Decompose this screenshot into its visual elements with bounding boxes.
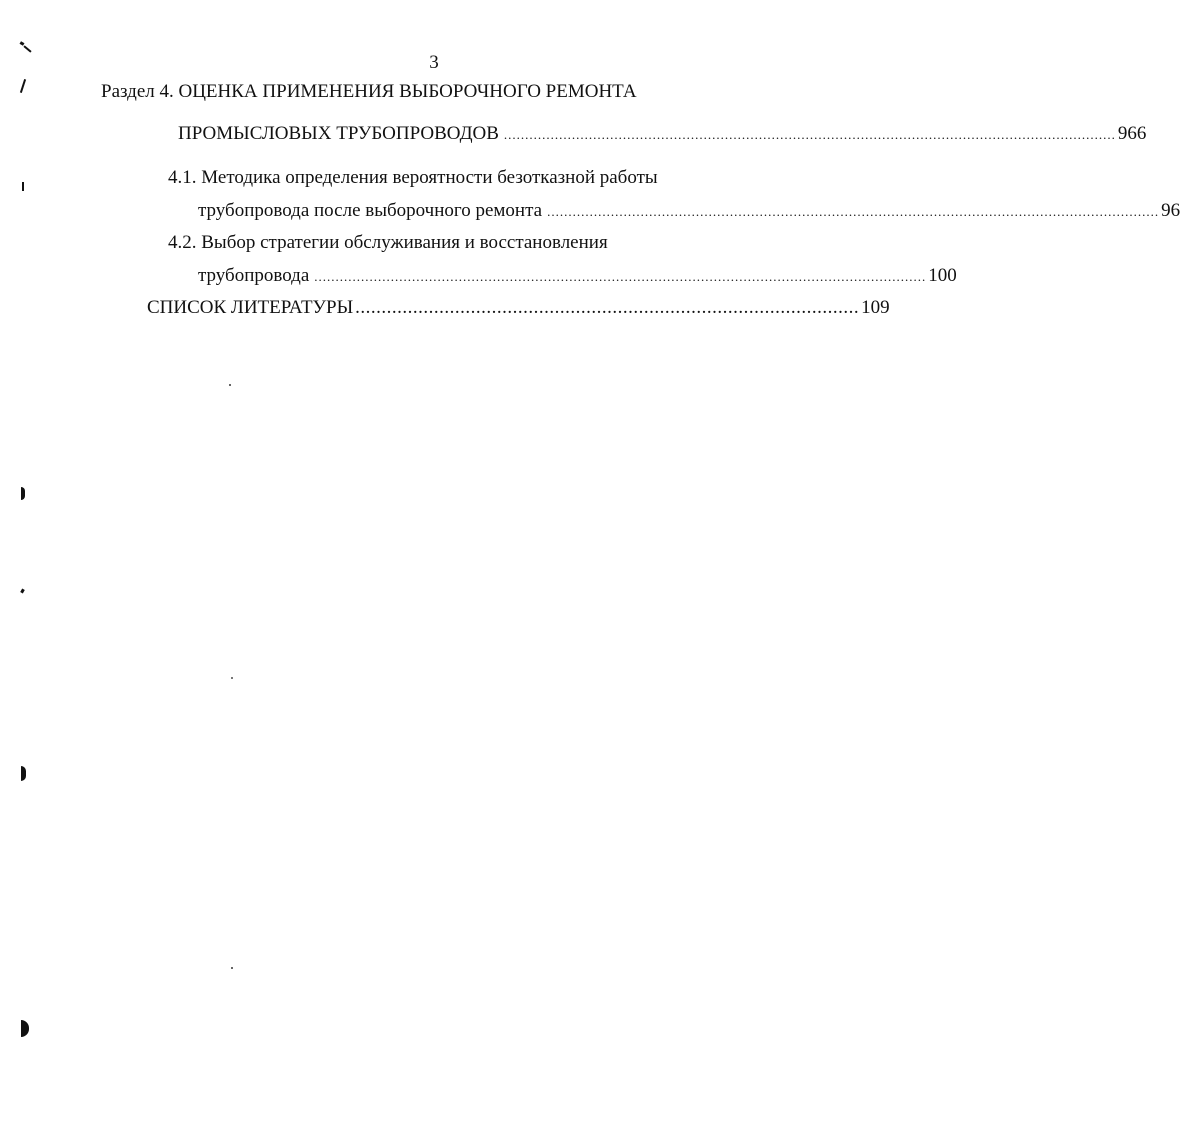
- toc-section-4-entry[interactable]: [178, 122, 1147, 147]
- toc-leader-dots: ................................................................................................: [355, 297, 860, 318]
- toc-leader-dots: ................................................................................................................................................: [314, 269, 927, 284]
- scan-speck: [231, 967, 233, 969]
- scan-speck: [229, 384, 231, 386]
- scan-speck: [231, 677, 233, 679]
- scan-artifact: [20, 79, 26, 93]
- toc-references-title: СПИСОК ЛИТЕРАТУРЫ: [147, 297, 354, 318]
- toc-section-4-title-line2: ПРОМЫСЛОВЫХ ТРУБОПРОВОДОВ: [178, 123, 499, 144]
- toc-leader-dots: ................................................................................................................................................: [503, 127, 1116, 142]
- toc-section-4-page: 966: [1117, 123, 1147, 144]
- scan-artifact: [21, 1020, 29, 1037]
- toc-subsection-4-2-page: 100: [928, 265, 957, 286]
- toc-subsection-4-1-entry[interactable]: [198, 199, 1180, 224]
- page-number: 3: [429, 52, 439, 73]
- toc-subsection-4-1-title-line1: 4.1. Методика определения вероятности безотказной работы: [168, 167, 658, 188]
- scan-artifact: [21, 766, 26, 781]
- scan-artifact: [22, 182, 24, 191]
- toc-references-page: 109: [861, 297, 890, 318]
- scan-artifact: [20, 589, 25, 594]
- toc-subsection-4-1-page: 96: [1161, 200, 1180, 221]
- scan-artifact: [21, 487, 25, 500]
- toc-subsection-4-2-entry[interactable]: [198, 264, 957, 289]
- toc-subsection-4-1-title-line2: трубопровода после выборочного ремонта: [198, 200, 543, 221]
- toc-references-entry[interactable]: [147, 296, 890, 320]
- toc-leader-dots: ................................................................................................................................................: [547, 204, 1160, 219]
- toc-subsection-4-2-title-line2: трубопровода: [198, 265, 310, 286]
- toc-section-4-title-line1: Раздел 4. ОЦЕНКА ПРИМЕНЕНИЯ ВЫБОРОЧНОГО РЕМОНТА: [101, 81, 637, 102]
- toc-subsection-4-2-title-line1: 4.2. Выбор стратегии обслуживания и восстановления: [168, 232, 608, 253]
